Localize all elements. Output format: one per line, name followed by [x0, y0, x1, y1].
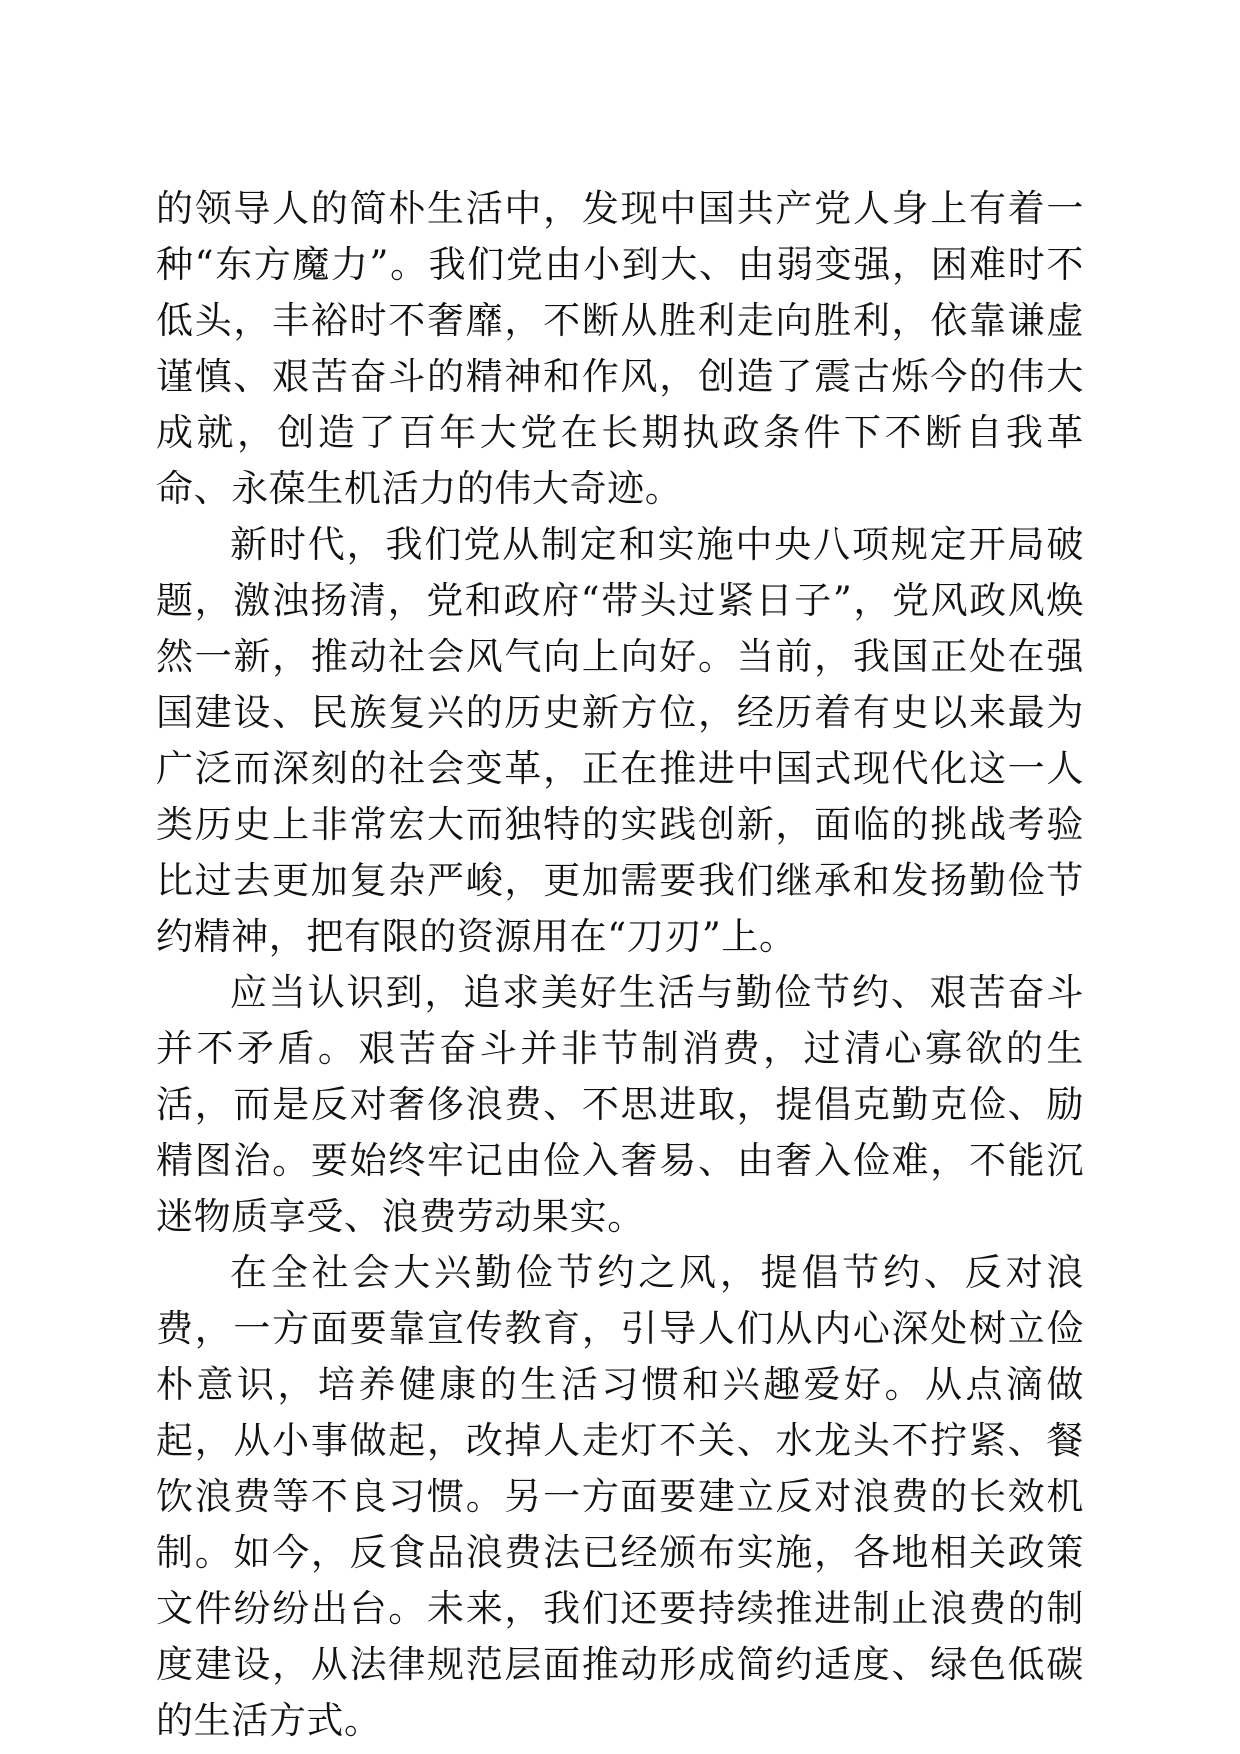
paragraph-continued: 的领导人的简朴生活中，发现中国共产党人身上有着一种“东方魔力”。我们党由小到大、由弱变强，困难时不低头，丰裕时不奢靡，不断从胜利走向胜利，依靠谦虚谨慎、艰苦奋斗的精神和作风，创造了震古烁今的伟大成就，创造了百年大党在长期执政条件下不断自我革命、永葆生机活力的伟大奇迹。: [156, 187, 1084, 510]
paragraph-recognition: 应当认识到，追求美好生活与勤俭节约、艰苦奋斗并不矛盾。艰苦奋斗并非节制消费，过清心寡欲的生活，而是反对奢侈浪费、不思进取，提倡克勤克俭、励精图治。要始终牢记由俭入奢易、由奢入俭难，不能沉迷物质享受、浪费劳动果实。: [156, 971, 1084, 1238]
document-body: [156, 181, 1084, 1749]
paragraph-new-era: 新时代，我们党从制定和实施中央八项规定开局破题，激浊扬清，党和政府“带头过紧日子”，党风政风焕然一新，推动社会风气向上向好。当前，我国正处在强国建设、民族复兴的历史新方位，经历着有史以来最为广泛而深刻的社会变革，正在推进中国式现代化这一人类历史上非常宏大而独特的实践创新，面临的挑战考验比过去更加复杂严峻，更加需要我们继承和发扬勤俭节约精神，把有限的资源用在“刀刃”上。: [156, 523, 1084, 958]
paragraph-frugality-society: 在全社会大兴勤俭节约之风，提倡节约、反对浪费，一方面要靠宣传教育，引导人们从内心深处树立俭朴意识，培养健康的生活习惯和兴趣爱好。从点滴做起，从小事做起，改掉人走灯不关、水龙头不拧紧、餐饮浪费等不良习惯。另一方面要建立反对浪费的长效机制。如今，反食品浪费法已经颁布实施，各地相关政策文件纷纷出台。未来，我们还要持续推进制止浪费的制度建设，从法律规范层面推动形成简约适度、绿色低碳的生活方式。: [156, 1251, 1084, 1742]
